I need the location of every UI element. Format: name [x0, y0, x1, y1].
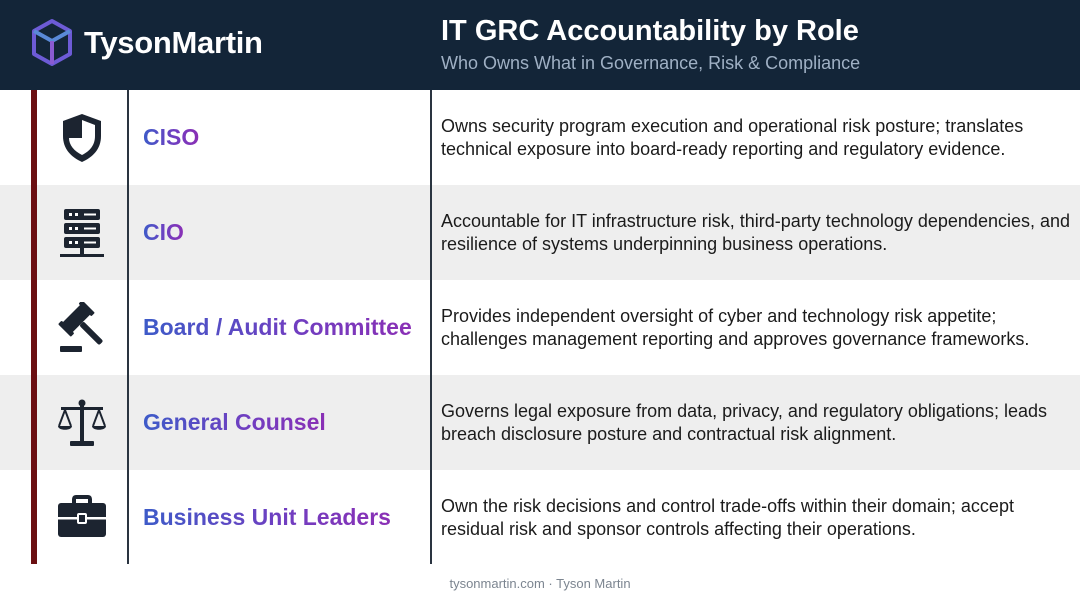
row-icon-cell — [52, 90, 112, 185]
page-subtitle: Who Owns What in Governance, Risk & Compliance — [441, 53, 861, 73]
role-table — [0, 90, 1080, 565]
shield-icon — [59, 112, 105, 164]
role-description: Accountable for IT infrastructure risk, third-party technology dependencies, and resilience of systems underpinning business operations. — [441, 210, 1071, 254]
server-icon — [58, 207, 106, 259]
role-label: General Counsel — [143, 375, 326, 470]
table-row — [0, 280, 1080, 375]
role-label: CISO — [143, 90, 199, 185]
role-description: Owns security program execution and operational risk posture; translates technical exposure into board-ready reporting and regulatory evidence. — [441, 115, 1024, 159]
title-block — [441, 15, 860, 74]
row-icon-cell — [52, 375, 112, 470]
footer-credit: tysonmartin.com · Tyson Martin — [449, 576, 631, 591]
brand-name: TysonMartin — [84, 25, 263, 60]
accent-bar — [31, 90, 37, 564]
briefcase-icon — [56, 495, 108, 541]
table-row — [0, 375, 1080, 470]
column-divider — [127, 90, 129, 564]
role-label: CIO — [143, 185, 184, 280]
scales-icon — [56, 397, 108, 449]
table-row — [0, 185, 1080, 280]
row-icon-cell — [52, 185, 112, 280]
page-title: IT GRC Accountability by Role — [441, 15, 859, 47]
role-description: Own the risk decisions and control trade-offs within their domain; accept residual risk and sponsor controls affecting their operations. — [441, 495, 1014, 539]
column-divider — [430, 90, 432, 564]
table-row — [0, 90, 1080, 185]
gavel-icon — [56, 302, 108, 354]
role-label: Board / Audit Committee — [143, 280, 412, 375]
role-label: Business Unit Leaders — [143, 470, 391, 565]
cube-logo-icon — [30, 18, 74, 68]
brand — [30, 18, 263, 68]
row-icon-cell — [52, 470, 112, 565]
role-description: Provides independent oversight of cyber and technology risk appetite; challenges management reporting and approves governance frameworks. — [441, 305, 1030, 349]
role-description: Governs legal exposure from data, privacy, and regulatory obligations; leads breach disclosure posture and contractual risk alignment. — [441, 400, 1047, 444]
row-icon-cell — [52, 280, 112, 375]
table-row — [0, 470, 1080, 565]
header — [0, 0, 1080, 90]
